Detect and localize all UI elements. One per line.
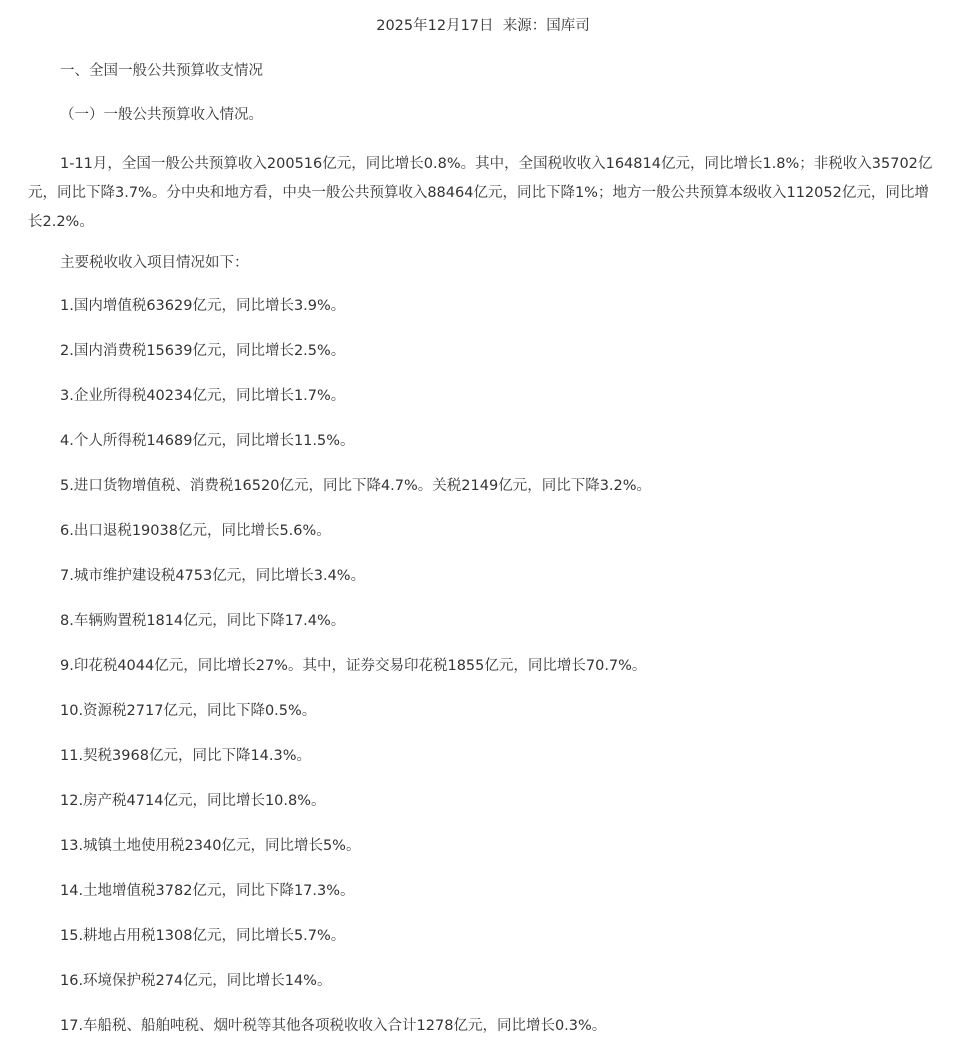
tax-item: 1.国内增值税63629亿元，同比增长3.9%。 — [60, 298, 346, 314]
tax-items-list — [60, 296, 651, 1061]
subsection-heading: （一）一般公共预算收入情况。 — [60, 107, 263, 123]
tax-item: 15.耕地占用税1308亿元，同比增长5.7%。 — [60, 928, 346, 944]
tax-item: 17.车船税、船舶吨税、烟叶税等其他各项税收收入合计1278亿元，同比增长0.3%。 — [60, 1018, 607, 1034]
tax-item: 6.出口退税19038亿元，同比增长5.6%。 — [60, 523, 331, 539]
tax-item: 3.企业所得税40234亿元，同比增长1.7%。 — [60, 388, 346, 404]
tax-item: 7.城市维护建设税4753亿元，同比增长3.4%。 — [60, 568, 366, 584]
tax-item: 9.印花税4044亿元，同比增长27%。其中，证券交易印花税1855亿元，同比增长70.7%。 — [60, 658, 647, 674]
section-heading: 一、全国一般公共预算收支情况 — [60, 63, 263, 79]
tax-item: 2.国内消费税15639亿元，同比增长2.5%。 — [60, 343, 346, 359]
source-name: 国库司 — [546, 18, 590, 34]
tax-item: 16.环境保护税274亿元，同比增长14%。 — [60, 973, 332, 989]
tax-item: 13.城镇土地使用税2340亿元，同比增长5%。 — [60, 838, 361, 854]
items-intro: 主要税收收入项目情况如下： — [60, 255, 249, 271]
tax-item: 14.土地增值税3782亿元，同比下降17.3%。 — [60, 883, 355, 899]
tax-item: 11.契税3968亿元，同比下降14.3%。 — [60, 748, 312, 764]
tax-item: 5.进口货物增值税、消费税16520亿元，同比下降4.7%。关税2149亿元，同比下降3.2%。 — [60, 478, 652, 494]
publish-date: 2025年12月17日 — [376, 18, 494, 34]
tax-item: 8.车辆购置税1814亿元，同比下降17.4%。 — [60, 613, 346, 629]
summary-paragraph: 1-11月，全国一般公共预算收入200516亿元，同比增长0.8%。其中，全国税收收入164814亿元，同比增长1.8%；非税收入35702亿元，同比下降3.7%。分中央和地方看，中央一般公共预算收入88464亿元，同比下降1%；地方一般公共预算本级收入112052亿元，同比增长2.2%。 — [28, 156, 933, 230]
tax-item: 4.个人所得税14689亿元，同比增长11.5%。 — [60, 433, 355, 449]
source-label: 来源： — [502, 18, 547, 34]
article-meta — [0, 16, 966, 36]
tax-item: 12.房产税4714亿元，同比增长10.8%。 — [60, 793, 326, 809]
tax-item: 10.资源税2717亿元，同比下降0.5%。 — [60, 703, 317, 719]
